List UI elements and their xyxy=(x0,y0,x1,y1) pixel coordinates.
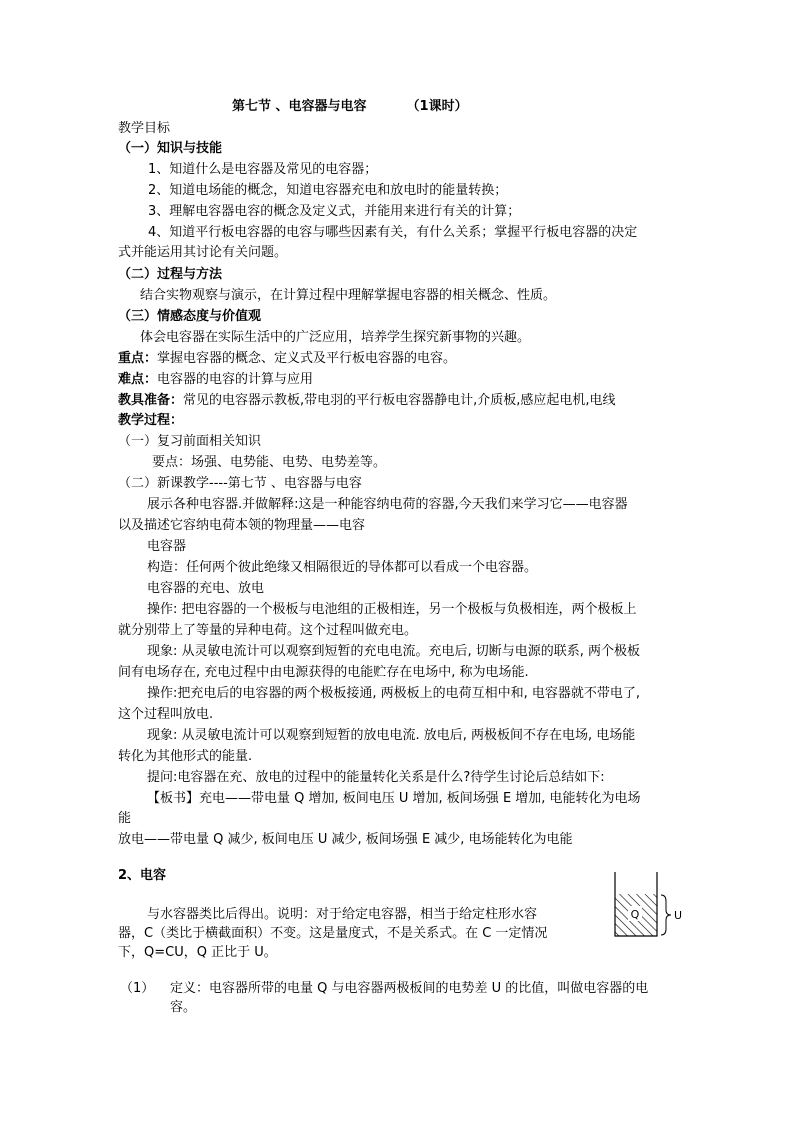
title-hours: （1课时） xyxy=(406,99,468,114)
new-lesson-line: 【板书】充电——带电量 Q 增加, 板间电压 U 增加, 板间场强 E 增加, 电能转化为电场 xyxy=(147,791,641,806)
section2-text: 结合实物观察与演示，在计算过程中理解掌握电容器的相关概念、性质。 xyxy=(140,288,557,303)
tools xyxy=(118,392,616,410)
section1-item-1: 1、知道什么是电容器及常见的电容器； xyxy=(148,162,378,177)
difficulty-label: 难点： xyxy=(118,372,158,387)
key-point-label: 重点： xyxy=(118,351,158,366)
u-brace xyxy=(661,895,671,935)
new-lesson-line: 这个过程叫放电. xyxy=(118,707,214,722)
capacitance-line: 器，C（类比于横截面积）不变。这是量度式，不是关系式。在 C 一定情况 xyxy=(118,926,548,941)
difficulty-text: 电容器的电容的计算与应用 xyxy=(157,372,314,387)
difficulty xyxy=(118,371,313,389)
new-lesson-heading: （二）新课教学----第七节 、电容器与电容 xyxy=(118,476,362,491)
objectives-heading: 教学目标 xyxy=(118,121,171,136)
section1-item-3: 3、理解电容器电容的概念及定义式，并能用来进行有关的计算； xyxy=(148,204,521,219)
new-lesson-line: 构造：任何两个彼此绝缘又相隔很近的导体都可以看成一个电容器。 xyxy=(147,560,538,575)
new-lesson-line: 能 xyxy=(118,811,132,826)
capacitance-line: 下，Q=CU，Q 正比于 U。 xyxy=(118,945,277,960)
new-lesson-line: 操作:把充电后的电容器的两个极板接通, 两极板上的电荷互相中和, 电容器就不带电了, xyxy=(147,686,641,701)
review-text: 要点：场强、电势能、电势、电势差等。 xyxy=(152,455,387,470)
definition-line: 定义：电容器所带的电量 Q 与电容器两极板间的电势差 U 的比值，叫做电容器的电 xyxy=(170,981,649,996)
section3-text: 体会电容器在实际生活中的广泛应用，培养学生探究新事物的兴趣。 xyxy=(140,330,531,345)
new-lesson-line: 提问:电容器在充、放电的过程中的能量转化关系是什么?待学生讨论后总结如下: xyxy=(147,770,605,785)
water-container-figure xyxy=(610,868,690,948)
new-lesson-line: 就分别带上了等量的异种电荷。这个过程叫做充电。 xyxy=(118,623,418,638)
tools-label: 教具准备： xyxy=(118,393,184,408)
key-point-text: 掌握电容器的概念、定义式及平行板电容器的电容。 xyxy=(157,351,457,366)
section1-item-2: 2、知道电场能的概念，知道电容器充电和放电时的能量转换； xyxy=(148,183,508,198)
process-heading: 教学过程： xyxy=(118,413,184,428)
section2-heading: （二）过程与方法 xyxy=(118,267,223,282)
definition-num: （1） xyxy=(120,981,155,996)
title-main: 第七节 、电容器与电容 xyxy=(232,99,367,114)
tools-text: 常见的电容器示教板,带电羽的平行板电容器静电计,介质板,感应起电机,电线 xyxy=(183,393,616,408)
section1-heading: （一）知识与技能 xyxy=(118,141,223,156)
definition-line: 容。 xyxy=(170,1000,197,1015)
new-lesson-line: 现象: 从灵敏电流计可以观察到短暂的充电电流。充电后, 切断与电源的联系, 两个极板 xyxy=(147,644,641,659)
new-lesson-line: 以及描述它容纳电荷本领的物理量——电容 xyxy=(118,518,366,533)
u-label: U xyxy=(674,909,683,922)
capacitance-heading: 2、电容 xyxy=(118,868,167,883)
q-label: Q xyxy=(630,908,640,921)
section1-item-4: 4、知道平行板电容器的电容与哪些因素有关，有什么关系；掌握平行板电容器的决定 xyxy=(148,225,638,240)
section3-heading: （三）情感态度与价值观 xyxy=(118,309,262,324)
new-lesson-line: 操作: 把电容器的一个极板与电池组的正极相连，另一个极板与负极相连，两个极板上 xyxy=(147,602,637,617)
new-lesson-line: 电容器的充电、放电 xyxy=(147,581,265,596)
review-heading: （一）复习前面相关知识 xyxy=(118,434,262,449)
key-point xyxy=(118,350,456,368)
new-lesson-line: 间有电场存在, 充电过程中由电源获得的电能贮存在电场中, 称为电场能. xyxy=(118,665,529,680)
section1-item-4-cont: 式并能运用其讨论有关问题。 xyxy=(118,245,288,260)
page-title xyxy=(232,98,468,116)
new-lesson-line: 展示各种电容器.并做解释:这是一种能容纳电荷的容器,今天我们来学习它——电容器 xyxy=(147,497,628,512)
new-lesson-line: 现象: 从灵敏电流计可以观察到短暂的放电电流. 放电后, 两极板间不存在电场, 电场能 xyxy=(147,728,636,743)
new-lesson-line: 转化为其他形式的能量. xyxy=(118,749,253,764)
new-lesson-line: 电容器 xyxy=(147,539,187,554)
capacitance-line: 与水容器类比后得出。说明：对于给定电容器，相当于给定柱形水容 xyxy=(147,907,538,922)
new-lesson-line: 放电——带电量 Q 减少, 板间电压 U 减少, 板间场强 E 减少, 电场能转化为电能 xyxy=(118,832,573,847)
